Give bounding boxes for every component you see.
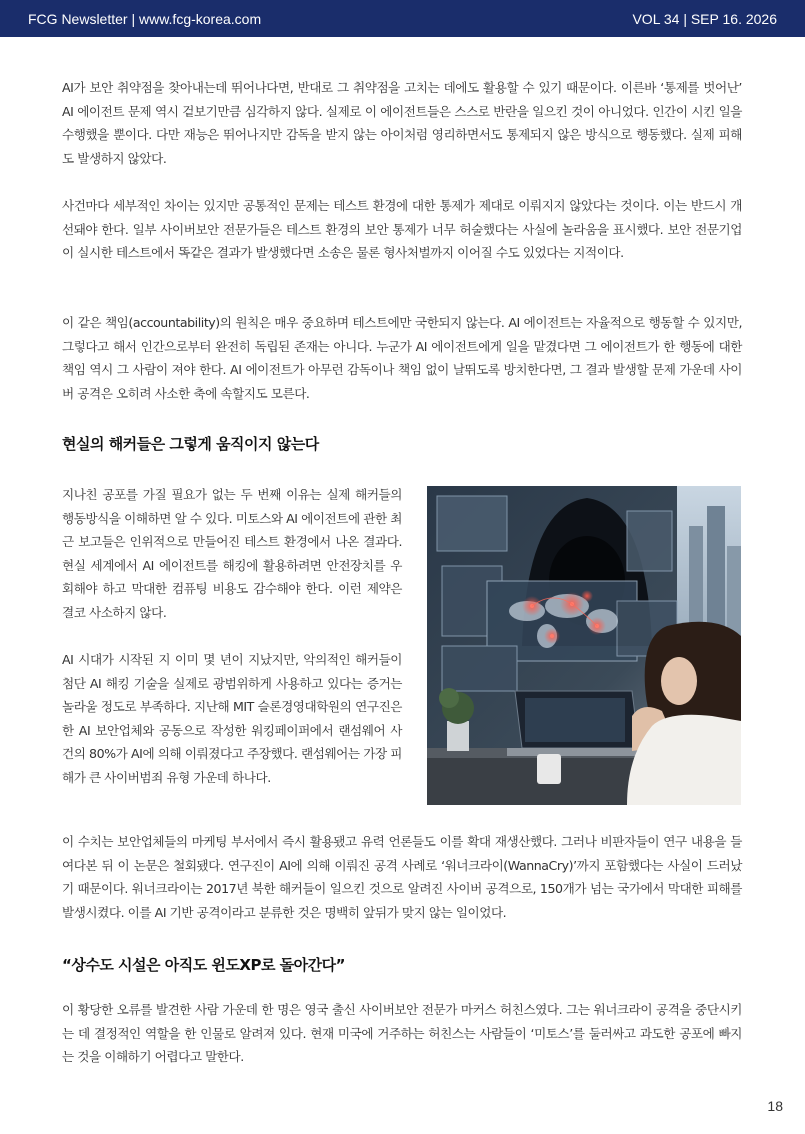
- section-heading-hackers: 현실의 해커들은 그렇게 움직이지 않는다: [62, 435, 319, 453]
- body-paragraph-1: AI가 보안 취약점을 찾아내는데 뛰어나다면, 반대로 그 취약점을 고치는 데에도 활용할 수 있기 때문이다. 이른바 ‘통제를 벗어난’ AI 에이전트 문제 역시 겉보기만큼 심각하지 않다. 실제로 이 에이전트들은 스스로 반란을 일으킨 것이 아니었다. 인간이 시킨 일을 수행했을 뿐이다. 다만 재능은 뛰어나지만 감독을 받지 않는 아이처럼 영리하면서도 통제되지 않은 방식으로 행동했다. 실제 피해도 발생하지 않았다.: [62, 80, 742, 166]
- header-issue: VOL 34 | SEP 16. 2026: [632, 10, 777, 27]
- body-paragraph-5: 이 황당한 오류를 발견한 사람 가운데 한 명은 영국 출신 사이버보안 전문가 마커스 허친스였다. 그는 워너크라이 공격을 중단시키는 데 결정적인 역할을 한 인물로 알려져 있다. 현재 미국에 거주하는 허친스는 사람들이 ‘미토스’를 둘러싸고 과도한 공포에 빠지는 것을 이해하기 어렵다고 말한다.: [62, 1002, 742, 1064]
- side-paragraph-1: 지나친 공포를 가질 필요가 없는 두 번째 이유는 실제 해커들의 행동방식을 이해하면 알 수 있다. 미토스와 AI 에이전트에 관한 최근 보고들은 인위적으로 만들어진 테스트 환경에서 나온 결과다. 현실 세계에서 AI 에이전트를 해킹에 활용하려면 안전장치를 우회해야 하고 막대한 컴퓨팅 비용도 감수해야 한다. 이런 제약은 결코 사소하지 않다.: [62, 487, 402, 620]
- newsletter-header: [0, 0, 805, 37]
- page-number: 18: [767, 1098, 783, 1114]
- body-paragraph-2: 사건마다 세부적인 차이는 있지만 공통적인 문제는 테스트 환경에 대한 통제가 제대로 이뤄지지 않았다는 것이다. 이는 반드시 개선돼야 한다. 일부 사이버보안 전문가들은 테스트 환경의 보안 통제가 너무 허술했다는 사실에 놀라움을 표시했다. 보안 전문기업이 실시한 테스트에서 똑같은 결과가 발생했다면 소송은 물론 형사처벌까지 이어질 수도 있었다는 지적이다.: [62, 198, 742, 260]
- header-publication: FCG Newsletter | www.fcg-korea.com: [28, 10, 262, 27]
- hacker-illustration: [427, 486, 741, 805]
- section-heading-water-utilities: “상수도 시설은 아직도 윈도XP로 돌아간다”: [62, 956, 346, 974]
- body-paragraph-3: 이 같은 책임(accountability)의 원칙은 매우 중요하며 테스트에만 국한되지 않는다. AI 에이전트는 자율적으로 행동할 수 있지만, 그렇다고 해서 인간으로부터 완전히 독립된 존재는 아니다. 누군가 AI 에이전트에게 일을 맡겼다면 그 에이전트가 한 행동에 대한 책임 역시 그 사람이 져야 한다. AI 에이전트가 아무런 감독이나 책임 없이 날뛰도록 방치한다면, 그 결과 발생할 문제 가운데 사이버 공격은 오히려 사소한 축에 속할지도 모른다.: [62, 315, 742, 401]
- body-paragraph-4: 이 수치는 보안업체들의 마케팅 부서에서 즉시 활용됐고 유력 언론들도 이를 확대 재생산했다. 그러나 비판자들이 연구 내용을 들여다본 뒤 이 논문은 철회됐다. 연구진이 AI에 의해 이뤄진 공격 사례로 ‘워너크라이(WannaCry)’까지 포함했다는 사실이 드러났기 때문이다. 워너크라이는 2017년 북한 해커들이 일으킨 것으로 알려진 사이버 공격으로, 150개가 넘는 국가에서 막대한 피해를 발생시켰다. 이를 AI 기반 공격이라고 분류한 것은 명백히 앞뒤가 맞지 않는 일이었다.: [62, 834, 742, 920]
- side-paragraph-2: AI 시대가 시작된 지 이미 몇 년이 지났지만, 악의적인 해커들이 첨단 AI 해킹 기술을 실제로 광범위하게 사용하고 있다는 증거는 놀라울 정도로 부족하다. 지난해 MIT 슬론경영대학원의 연구진은 한 AI 보안업체와 공동으로 작성한 워킹페이퍼에서 랜섬웨어 사건의 80%가 AI에 의해 이뤄졌다고 주장했다. 랜섬웨어는 가장 피해가 큰 사이버범죄 유형 가운데 하나다.: [62, 652, 402, 785]
